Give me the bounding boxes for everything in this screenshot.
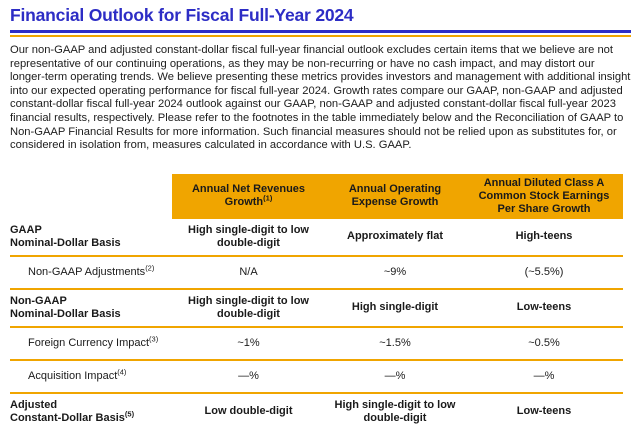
row-label: Non-GAAP Adjustments$^{(2)}$ xyxy=(28,263,155,278)
row-label: Adjusted Constant-Dollar Basis$^{(5)}$ xyxy=(10,398,135,424)
header-cell-eps-growth: Annual Diluted Class A Common Stock Earnings Per Share Growth xyxy=(465,174,623,219)
table-row-acquisition-impact xyxy=(10,361,623,394)
header-cell-net-revenues: Annual Net Revenues Growth$^{(1)}$ xyxy=(172,174,325,219)
footnote-marker: (5) xyxy=(124,409,135,419)
header-cell-empty xyxy=(10,174,172,219)
cell-value: High single-digit to low double-digit xyxy=(188,223,309,249)
row-label: Acquisition Impact$^{(4)}$ xyxy=(28,367,127,382)
title-divider xyxy=(10,30,631,37)
table-row-foreign-currency xyxy=(10,328,623,361)
row-label: Non-GAAP Nominal-Dollar Basis xyxy=(10,294,121,320)
footnote-marker: (4) xyxy=(117,367,127,377)
outlook-table xyxy=(10,174,623,428)
cell-value: Low-teens xyxy=(516,405,572,418)
cell-value: High single-digit xyxy=(351,301,439,314)
cell-value: N/A xyxy=(239,265,258,278)
table-row-adjusted-constant-dollar xyxy=(10,394,623,428)
cell-value: —% xyxy=(238,369,259,382)
cell-value: ~1% xyxy=(237,336,260,349)
header-cell-operating-expense: Annual Operating Expense Growth xyxy=(325,174,465,219)
table-row-non-gaap-nominal xyxy=(10,290,623,328)
page-title: Financial Outlook for Fiscal Full-Year 2024 xyxy=(10,5,354,25)
cell-value: ~0.5% xyxy=(528,336,560,349)
cell-value: ~1.5% xyxy=(379,336,411,349)
footnote-marker: (2) xyxy=(145,263,155,273)
cell-value: Low-teens xyxy=(516,301,572,314)
footnote-marker: (3) xyxy=(149,334,159,344)
footnote-marker: (1) xyxy=(263,193,273,203)
cell-value: High single-digit to low double-digit xyxy=(334,398,456,424)
row-label: GAAP Nominal-Dollar Basis xyxy=(10,223,121,249)
cell-value: Approximately flat xyxy=(347,230,443,243)
table-row-gaap-nominal xyxy=(10,219,623,257)
cell-value: —% xyxy=(384,369,406,382)
cell-value: —% xyxy=(533,369,555,382)
cell-value: ~9% xyxy=(383,265,407,278)
divider-gold-line xyxy=(10,35,631,37)
cell-value: (~5.5%) xyxy=(524,265,564,278)
table-row-non-gaap-adjustments xyxy=(10,257,623,290)
intro-paragraph: Our non-GAAP and adjusted constant-dollar fiscal full-year financial outlook excludes certain items that we believe are not representative of our continuing operations, as they may be non-recurring or have no cash impact, and may distort our longer-term operating trends. We believe presenting these metrics provides investors and management with additional insight into our expected operating performance for fiscal full-year 2024. Growth rates compare our GAAP, non-GAAP and adjusted constant-dollar fiscal full-year 2024 outlook against our GAAP, non-GAAP and adjusted constant-dollar fiscal full-year 2023 financial results, respectively. Please refer to the footnotes in the table immediately below and the Reconciliation of GAAP to Non-GAAP Financial Results for more information. Such financial measures should not be relied upon as substitutes for, or considered in isolation from, measures calculated in accordance with U.S. GAAP. xyxy=(10,44,631,152)
table-header-row xyxy=(10,174,623,219)
cell-value: Low double-digit xyxy=(204,405,293,418)
cell-value: High single-digit to low double-digit xyxy=(188,294,309,320)
cell-value: High-teens xyxy=(515,230,573,243)
row-label: Foreign Currency Impact$^{(3)}$ xyxy=(28,334,159,349)
